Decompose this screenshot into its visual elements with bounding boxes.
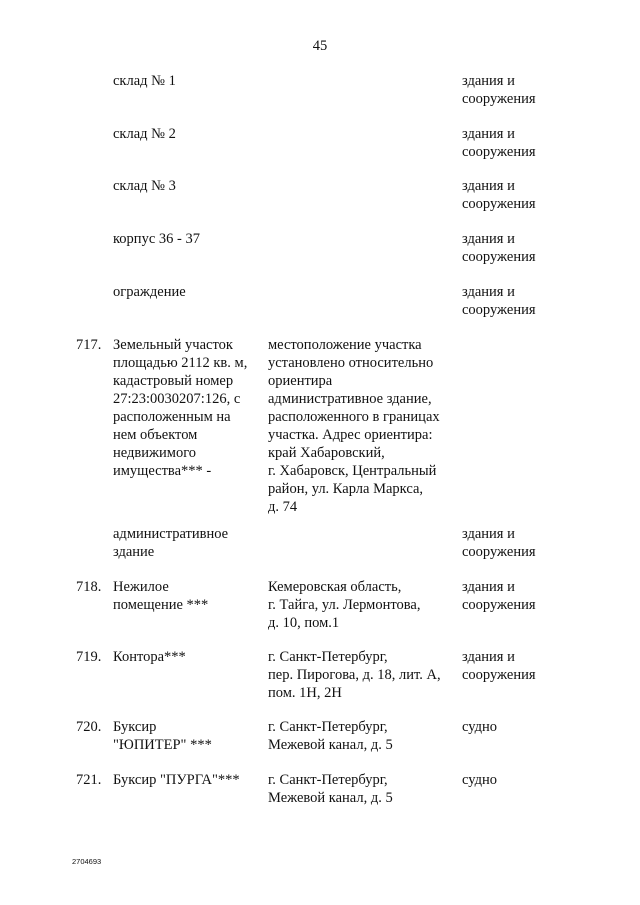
object-location-line: Межевой канал, д. 5 bbox=[268, 737, 393, 753]
object-location bbox=[268, 578, 454, 632]
object-location-line: г. Тайга, ул. Лермонтова, bbox=[268, 597, 421, 613]
object-name-line: нем объектом bbox=[113, 427, 198, 443]
object-type-line: сооружения bbox=[462, 544, 536, 560]
object-name-line: помещение *** bbox=[113, 597, 209, 613]
object-name bbox=[113, 578, 261, 614]
object-name-line: площадью 2112 кв. м, bbox=[113, 355, 248, 371]
object-type-line: сооружения bbox=[462, 667, 536, 683]
object-type bbox=[462, 771, 582, 789]
object-name-line: "ЮПИТЕР" *** bbox=[113, 737, 212, 753]
object-type bbox=[462, 177, 582, 213]
object-location bbox=[268, 336, 454, 516]
object-name-line: Буксир "ПУРГА"*** bbox=[113, 772, 240, 788]
object-location-line: установлено относительно bbox=[268, 355, 434, 371]
object-location-line: д. 74 bbox=[268, 499, 298, 515]
object-location bbox=[268, 648, 454, 702]
object-location bbox=[268, 718, 454, 754]
object-type-line: сооружения bbox=[462, 249, 536, 265]
object-name-line: кадастровый номер bbox=[113, 373, 234, 389]
object-name bbox=[113, 718, 261, 754]
object-type-line: здания и bbox=[462, 649, 515, 665]
object-location-line: Кемеровская область, bbox=[268, 579, 402, 595]
object-type-line: здания и bbox=[462, 126, 515, 142]
object-location-line: г. Санкт-Петербург, bbox=[268, 719, 388, 735]
object-name-line: Нежилое bbox=[113, 579, 169, 595]
object-name-line: недвижимого bbox=[113, 445, 197, 461]
object-type bbox=[462, 578, 582, 614]
object-type-line: судно bbox=[462, 719, 497, 735]
object-name-line: Земельный участок bbox=[113, 337, 233, 353]
object-type-line: сооружения bbox=[462, 302, 536, 318]
object-name bbox=[113, 648, 261, 666]
object-location-line: пер. Пирогова, д. 18, лит. А, bbox=[268, 667, 441, 683]
object-location-line: ориентира bbox=[268, 373, 333, 389]
object-type bbox=[462, 718, 582, 736]
object-type bbox=[462, 283, 582, 319]
object-location bbox=[268, 771, 454, 807]
object-type-line: здания и bbox=[462, 178, 515, 194]
object-name-line: здание bbox=[113, 544, 155, 560]
object-name bbox=[113, 771, 261, 789]
object-name-line: склад № 3 bbox=[113, 178, 176, 194]
object-location-line: расположенного в границах bbox=[268, 409, 440, 425]
object-name-line: Буксир bbox=[113, 719, 157, 735]
object-type-line: сооружения bbox=[462, 196, 536, 212]
object-name-line: расположенным на bbox=[113, 409, 231, 425]
row-number: 721. bbox=[76, 772, 102, 788]
object-type bbox=[462, 648, 582, 684]
object-name bbox=[113, 230, 261, 248]
object-type-line: здания и bbox=[462, 284, 515, 300]
object-type bbox=[462, 525, 582, 561]
object-name bbox=[113, 125, 261, 143]
object-name-line: склад № 1 bbox=[113, 73, 176, 89]
document-code: 2704693 bbox=[72, 857, 102, 866]
object-name bbox=[113, 336, 261, 480]
object-location-line: пом. 1Н, 2Н bbox=[268, 685, 342, 701]
object-location-line: г. Хабаровск, Центральный bbox=[268, 463, 437, 479]
row-number: 717. bbox=[76, 337, 102, 353]
row-number: 720. bbox=[76, 719, 102, 735]
object-name-line: административное bbox=[113, 526, 229, 542]
object-type-line: сооружения bbox=[462, 91, 536, 107]
row-number: 718. bbox=[76, 579, 102, 595]
object-type-line: здания и bbox=[462, 231, 515, 247]
object-type-line: судно bbox=[462, 772, 497, 788]
object-location-line: участка. Адрес ориентира: bbox=[268, 427, 433, 443]
object-type-line: здания и bbox=[462, 73, 515, 89]
object-name-line: корпус 36 - 37 bbox=[113, 231, 200, 247]
object-location-line: д. 10, пом.1 bbox=[268, 615, 340, 631]
object-type bbox=[462, 125, 582, 161]
object-location-line: административное здание, bbox=[268, 391, 432, 407]
object-name-line: имущества*** - bbox=[113, 463, 212, 479]
object-location-line: край Хабаровский, bbox=[268, 445, 385, 461]
object-name bbox=[113, 283, 261, 301]
object-type bbox=[462, 72, 582, 108]
object-name-line: ограждение bbox=[113, 284, 186, 300]
object-type bbox=[462, 230, 582, 266]
object-type-line: здания и bbox=[462, 579, 515, 595]
object-location-line: местоположение участка bbox=[268, 337, 422, 353]
object-name-line: 27:23:0030207:126, с bbox=[113, 391, 241, 407]
object-name bbox=[113, 525, 261, 561]
object-type-line: здания и bbox=[462, 526, 515, 542]
object-location-line: район, ул. Карла Маркса, bbox=[268, 481, 424, 497]
object-location-line: Межевой канал, д. 5 bbox=[268, 790, 393, 806]
object-location-line: г. Санкт-Петербург, bbox=[268, 649, 388, 665]
object-location-line: г. Санкт-Петербург, bbox=[268, 772, 388, 788]
object-name-line: склад № 2 bbox=[113, 126, 176, 142]
page-number: 45 bbox=[312, 38, 328, 54]
object-name-line: Контора*** bbox=[113, 649, 186, 665]
object-type-line: сооружения bbox=[462, 144, 536, 160]
object-type-line: сооружения bbox=[462, 597, 536, 613]
row-number: 719. bbox=[76, 649, 102, 665]
object-name bbox=[113, 177, 261, 195]
object-name bbox=[113, 72, 261, 90]
